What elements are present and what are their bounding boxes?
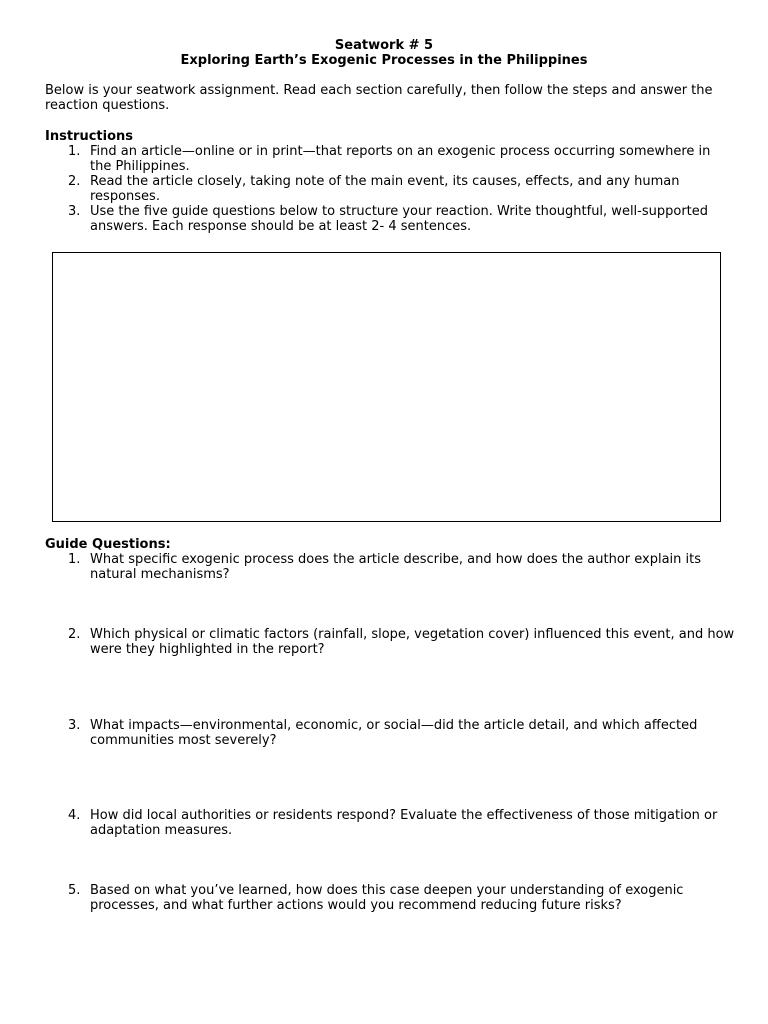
instruction-item bbox=[45, 174, 735, 204]
guide-question-number: 1. bbox=[68, 552, 81, 567]
instruction-item bbox=[45, 144, 735, 174]
guide-question-item bbox=[45, 552, 735, 582]
guide-question-item bbox=[45, 808, 735, 838]
guide-question-text: How did local authorities or residents respond? Evaluate the effectiveness of those mitigation or adaptation measures. bbox=[90, 808, 718, 838]
instruction-number: 2. bbox=[68, 174, 81, 189]
instruction-text: Find an article—online or in print—that reports on an exogenic process occurring somewhere in the Philippines. bbox=[90, 144, 711, 174]
guide-question-number: 2. bbox=[68, 627, 81, 642]
intro-paragraph: Below is your seatwork assignment. Read each section carefully, then follow the steps and answer the reaction questions. bbox=[45, 83, 713, 113]
instruction-number: 1. bbox=[68, 144, 81, 159]
instructions-heading: Instructions bbox=[45, 129, 134, 144]
seatwork-number: Seatwork # 5 bbox=[334, 38, 434, 53]
guide-question-text: What specific exogenic process does the article describe, and how does the author explain its natural mechanisms? bbox=[90, 552, 702, 582]
page-title: Exploring Earth’s Exogenic Processes in the Philippines bbox=[180, 53, 588, 68]
instructions-list bbox=[45, 144, 735, 234]
guide-questions-heading: Guide Questions: bbox=[45, 537, 171, 552]
guide-question-number: 4. bbox=[68, 808, 81, 823]
guide-question-text: What impacts—environmental, economic, or social—did the article detail, and which affected communities most severely? bbox=[90, 718, 698, 748]
guide-question-item bbox=[45, 718, 735, 748]
guide-question-number: 3. bbox=[68, 718, 81, 733]
title-block bbox=[0, 38, 768, 68]
guide-question-item bbox=[45, 627, 735, 657]
guide-question-item bbox=[45, 883, 735, 913]
guide-question-text: Which physical or climatic factors (rainfall, slope, vegetation cover) influenced this event, and how were they highlighted in the report? bbox=[90, 627, 735, 657]
instruction-text: Read the article closely, taking note of the main event, its causes, effects, and any human responses. bbox=[90, 174, 680, 204]
article-answer-box[interactable] bbox=[52, 252, 721, 522]
instruction-text: Use the five guide questions below to structure your reaction. Write thoughtful, well-supported answers. Each response should be at least 2- 4 sentences. bbox=[90, 204, 709, 234]
instruction-number: 3. bbox=[68, 204, 81, 219]
guide-question-number: 5. bbox=[68, 883, 81, 898]
guide-question-text: Based on what you’ve learned, how does this case deepen your understanding of exogenic processes, and what further actions would you recommend reducing future risks? bbox=[90, 883, 684, 913]
instruction-item bbox=[45, 204, 735, 234]
